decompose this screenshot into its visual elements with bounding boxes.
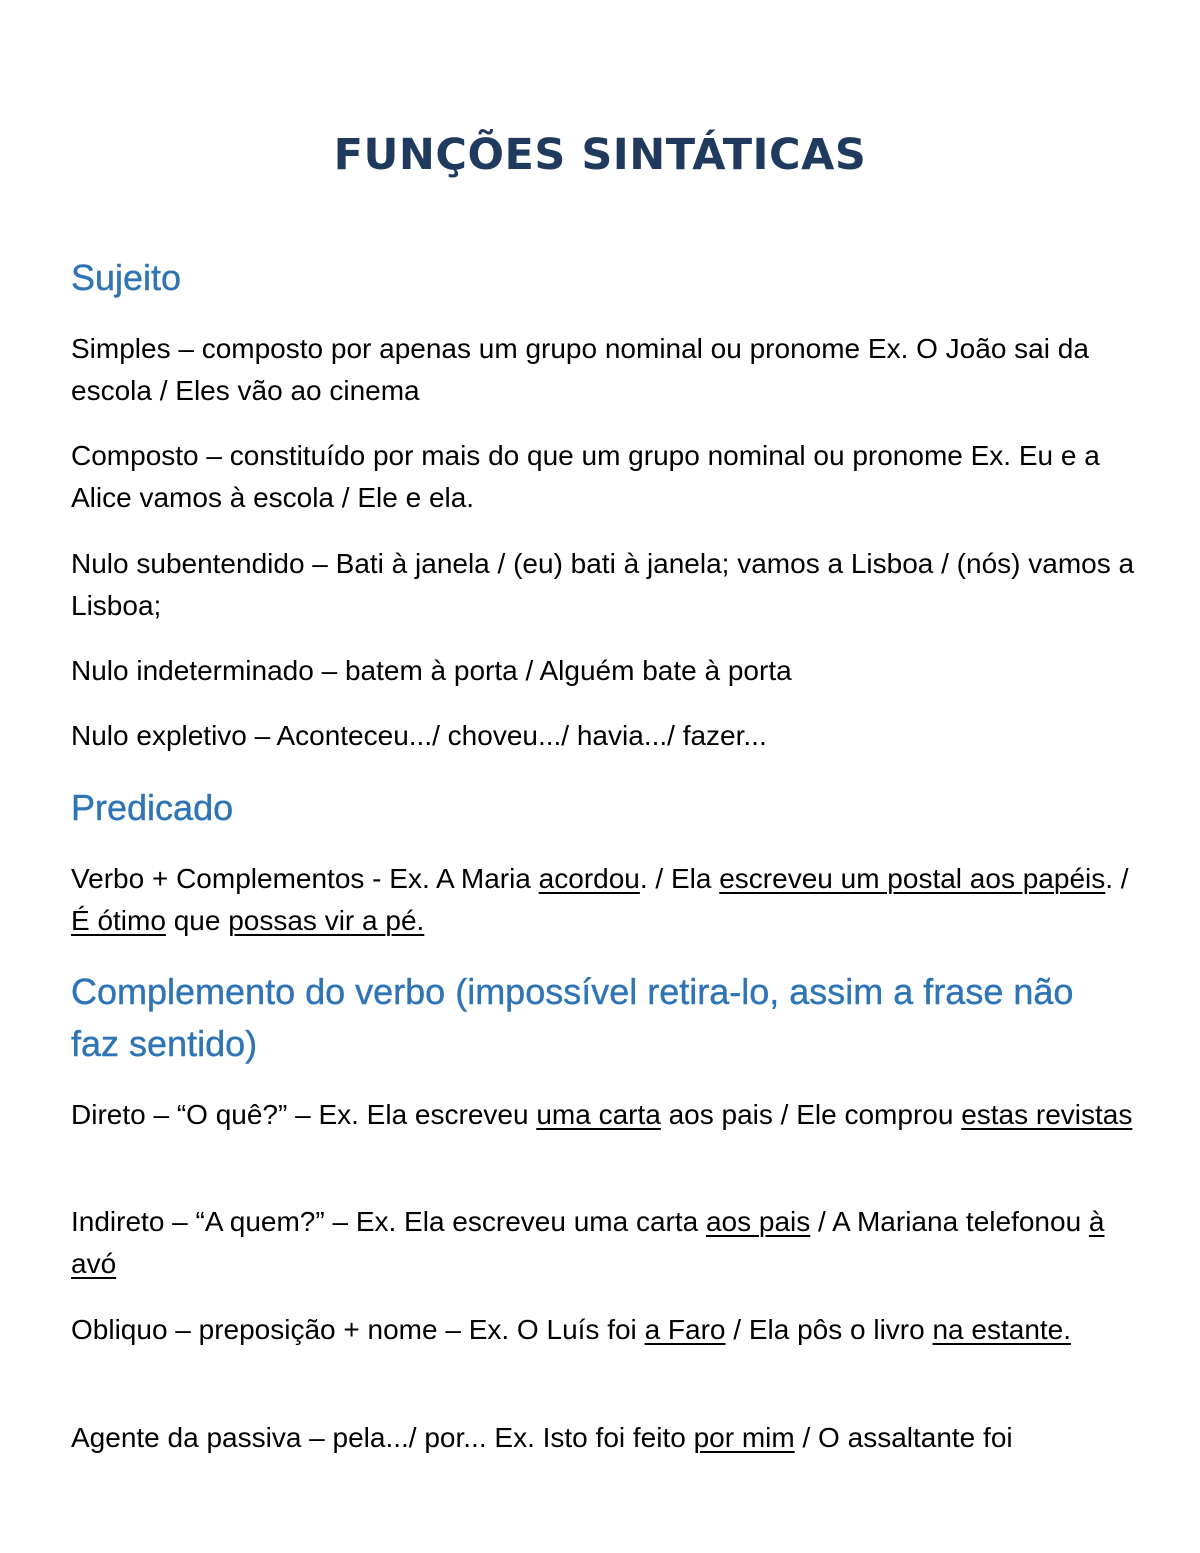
text-segment: Composto – constituído por mais do que um grupo nominal ou pronome Ex. Eu e a Alice vamos à escola / Ele e ela.: [71, 440, 1100, 513]
underlined-example: na estante.: [932, 1314, 1072, 1345]
underlined-example: estas revistas: [961, 1099, 1133, 1130]
text-segment: / A Mariana telefonou: [810, 1206, 1089, 1237]
predicado-verbo-complementos: [71, 858, 1141, 942]
text-segment: . /: [1105, 863, 1129, 894]
text-segment: / O assaltante foi: [794, 1422, 1013, 1453]
complemento-direto: [71, 1094, 1141, 1136]
heading-complemento-do-verbo: Complemento do verbo (impossível retira-lo, assim a frase não faz sentido): [71, 971, 1074, 1064]
text-segment: Agente da passiva – pela.../ por... Ex. Isto foi feito: [71, 1422, 694, 1453]
heading-sujeito: Sujeito: [71, 257, 182, 298]
document-title: FUNÇÕES SINTÁTICAS: [333, 130, 867, 180]
underlined-example: acordou: [538, 863, 640, 894]
text-segment: Direto – “O quê?” – Ex. Ela escreveu: [71, 1099, 537, 1130]
underlined-example: escreveu um postal aos papéis: [719, 863, 1106, 894]
text-segment: Verbo + Complementos - Ex. A Maria: [71, 863, 539, 894]
underlined-example: à avó: [71, 1206, 1105, 1279]
text-segment: que: [165, 905, 229, 936]
underlined-example: por mim: [693, 1422, 795, 1453]
text-segment: aos pais / Ele comprou: [660, 1099, 962, 1130]
text-segment: Nulo indeterminado – batem à porta / Alguém bate à porta: [71, 655, 792, 686]
underlined-example: uma carta: [536, 1099, 661, 1130]
sujeito-nulo-indeterminado: [71, 650, 1141, 692]
heading-predicado: Predicado: [71, 787, 234, 828]
underlined-example: possas vir a pé.: [228, 905, 425, 936]
text-segment: Nulo expletivo – Aconteceu.../ choveu.../ havia.../ fazer...: [71, 720, 767, 751]
text-segment: Obliquo – preposição + nome – Ex. O Luís foi: [71, 1314, 645, 1345]
text-segment: Nulo subentendido – Bati à janela / (eu) bati à janela; vamos a Lisboa / (nós) vamos a Lisboa;: [71, 548, 1135, 621]
underlined-example: a Faro: [644, 1314, 726, 1345]
text-segment: / Ela pôs o livro: [725, 1314, 933, 1345]
complemento-agente-da-passiva: [71, 1417, 1141, 1459]
sujeito-composto: [71, 435, 1141, 519]
sujeito-nulo-expletivo: [71, 715, 1141, 757]
text-segment: . / Ela: [639, 863, 720, 894]
sujeito-nulo-subentendido: [71, 543, 1141, 627]
underlined-example: aos pais: [705, 1206, 811, 1237]
complemento-obliquo: [71, 1309, 1141, 1351]
text-segment: Indireto – “A quem?” – Ex. Ela escreveu uma carta: [71, 1206, 706, 1237]
complemento-indireto: [71, 1201, 1141, 1285]
sujeito-simples: [71, 328, 1141, 412]
underlined-example: É ótimo: [71, 905, 166, 936]
text-segment: Simples – composto por apenas um grupo nominal ou pronome Ex. O João sai da escola / Eles vão ao cinema: [71, 333, 1089, 406]
